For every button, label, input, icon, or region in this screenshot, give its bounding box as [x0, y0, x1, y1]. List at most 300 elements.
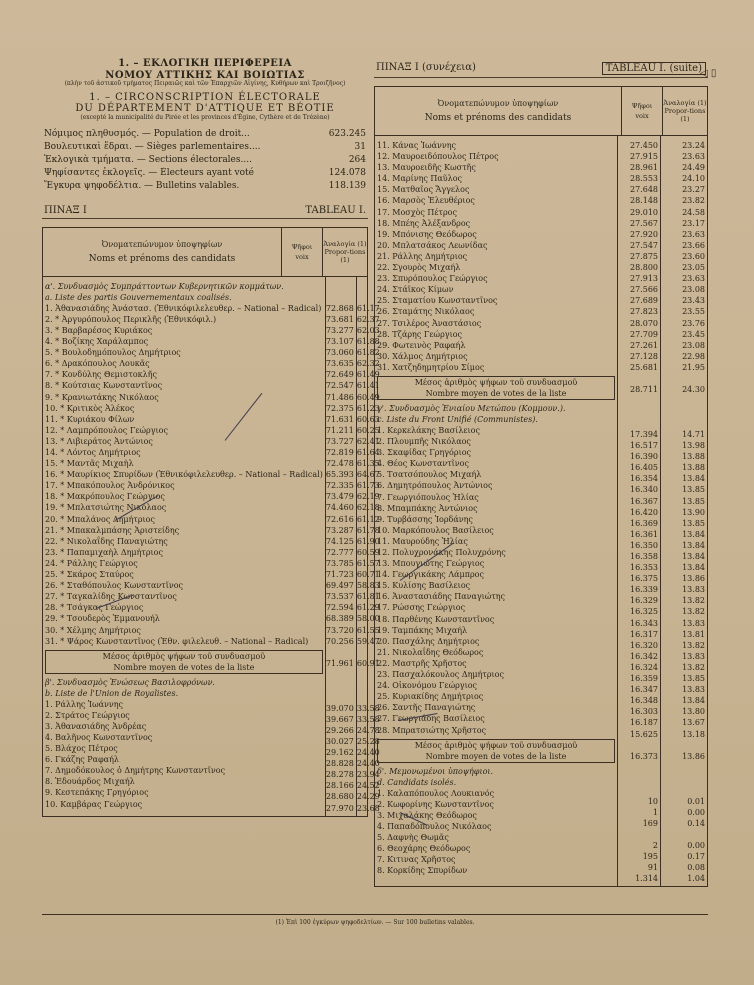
candidate-pct: 61.82: [356, 348, 380, 358]
candidate-votes: 72.335: [325, 481, 354, 491]
stat-value: 264: [348, 154, 366, 165]
candidate-name: 6. * Δρακόπουλος Λουκᾶς: [45, 359, 150, 369]
candidate-pct: 24.52: [356, 781, 380, 791]
col-pct-gr-right: Ἀναλογία (1): [663, 99, 707, 107]
candidate-name: 22. * Νικολαΐδης Παναγιώτης: [45, 536, 168, 546]
candidate-pct: 23.60: [682, 251, 705, 261]
candidate-name: 17. Ρώσσης Γεώργιος: [377, 603, 466, 613]
candidate-pct: 24.40: [356, 759, 380, 769]
stat-label: Ἐκλογικὰ τμήματα. — Sections électorales....: [44, 154, 252, 165]
table-header: [43, 228, 367, 277]
candidate-votes: 73.681: [325, 314, 354, 324]
average-pct: 13.86: [682, 751, 705, 761]
candidate-name: 21. * Μπακαλμπάσης Ἀριστείδης: [45, 525, 180, 535]
candidate-name: 25. * Σκάρος Σταύρος: [45, 570, 134, 580]
votes-column: [617, 136, 660, 886]
col-votes-gr: Ψῆφοι: [291, 242, 313, 251]
district-title-gr: 1. – ΕΚΛΟΓΙΚΗ ΠΕΡΙΦΕΡΕΙΑ: [118, 58, 292, 69]
candidate-name: 17. * Μπακόπουλος Ἀνδρόνικος: [45, 481, 175, 491]
candidate-pct: 61.55: [356, 625, 380, 635]
candidate-name: 21. Ράλλης Δημήτριος: [377, 251, 468, 261]
candidate-pct: 62.32: [356, 359, 380, 369]
candidate-name: 6. Δημητρόπουλος Ἀντώνιος: [377, 481, 493, 491]
candidate-name: 21. Νικολαΐδης Θεόδωρος: [377, 647, 484, 657]
candidate-votes: 16.347: [630, 685, 658, 695]
candidate-name: 7. Γεωργιόπουλος Ἠλίας: [377, 492, 479, 502]
candidate-pct: 13.82: [682, 607, 705, 617]
candidate-pct: 13.85: [682, 485, 705, 495]
candidate-name: 9. * Κρανιωτάκης Νικόλαος: [45, 392, 159, 402]
candidate-name: 12. * Λαμπρόπουλος Γεώργιος: [45, 425, 168, 435]
col-name-fr: Noms et prénoms des candidats: [88, 253, 236, 264]
candidate-name: 14. Μαρίνης Παῦλος: [377, 174, 462, 184]
candidate-pct: 59.47: [356, 636, 380, 646]
candidate-pct: 13.88: [682, 452, 705, 462]
candidate-pct: 58.00: [356, 614, 380, 624]
candidate-name: 11. * Κυριάκου Φίλων: [45, 414, 135, 424]
candidate-pct: 61.73: [356, 481, 380, 491]
district-note-gr: (πλὴν τοῦ ἀστικοῦ τμήματος Πειραιῶς καὶ τῶν Ἐπαρχιῶν Αἰγίνης, Κυθήρων καὶ Τροιζῆνος): [64, 80, 346, 87]
candidate-names: [43, 277, 325, 816]
candidate-votes: 16.353: [630, 563, 658, 573]
candidate-name: 15. Ματθαῖος Ἄγγελος: [377, 185, 470, 195]
candidate-votes: 16.339: [630, 585, 658, 595]
candidate-name: 25. Σταματίου Κωνσταντῖνος: [377, 296, 498, 306]
candidate-votes: 71.631: [325, 414, 354, 424]
col-header-votes-right: [621, 87, 662, 135]
candidate-pct: 23.66: [682, 240, 705, 250]
candidate-votes: 17.394: [630, 429, 658, 439]
candidate-votes: 72.777: [325, 547, 354, 557]
candidate-pct: 23.45: [682, 329, 705, 339]
candidate-votes: 73.635: [325, 359, 354, 369]
candidate-votes: 27.823: [630, 307, 658, 317]
candidate-pct: 13.82: [682, 596, 705, 606]
candidate-votes: 27.128: [630, 351, 658, 361]
candidate-pct: 60.25: [356, 425, 380, 435]
candidate-name: 14. Γεωργικάκης Λάμπρος: [377, 570, 484, 580]
candidate-votes: 28.166: [325, 781, 354, 791]
candidate-votes: 16.350: [630, 540, 658, 550]
candidate-votes: 16.361: [630, 529, 658, 539]
candidate-pct: 13.85: [682, 674, 705, 684]
candidate-pct: 13.83: [682, 618, 705, 628]
candidate-pct: 23.17: [682, 218, 705, 228]
candidate-pct: [661, 829, 705, 840]
candidate-pct: 13.83: [682, 585, 705, 595]
average-label-fr: Nombre moyen de votes de la liste: [113, 662, 255, 672]
candidate-votes: 16.420: [630, 507, 658, 517]
candidate-votes: 27.261: [630, 340, 658, 350]
candidate-pct: 1.04: [687, 874, 705, 884]
candidate-votes: 27.920: [630, 229, 658, 239]
candidate-votes: 169: [642, 818, 658, 828]
candidate-pct: 13.82: [682, 662, 705, 672]
section-heading: δ'. Μεμονωμένοι ὑποψήφιοι.: [377, 766, 494, 776]
left-column: [42, 58, 380, 817]
list-average: [45, 650, 323, 674]
candidate-votes: 65.393: [325, 470, 354, 480]
stat-label: Ψηφίσαντες ἐκλογεῖς. — Électeurs ayant voté: [44, 167, 254, 178]
stat-label: Βουλευτικαὶ ἕδραι. — Sièges parlementaires....: [44, 141, 261, 152]
candidate-votes: 72.868: [325, 303, 354, 313]
candidate-name: 20. * Μπαλάνος Δημήτριος: [45, 514, 155, 524]
candidate-name: 12. Πολυχρονάκης Πολυχρόνης: [377, 548, 506, 557]
candidate-name: 23. Πασχαλόκουλος Δημήτριος: [377, 670, 504, 680]
stat-value: 31: [354, 141, 366, 152]
average-label-gr: Μέσος ἀριθμὸς ψήφων τοῦ συνδυασμοῦ: [102, 651, 266, 661]
candidate-name: 2. Κωφορίνης Κωνσταντῖνος: [377, 799, 494, 809]
candidate-name: 20. Πασχάλης Δημήτριος: [377, 636, 480, 646]
candidate-votes: 27.970: [325, 803, 354, 813]
average-votes: 28.711: [630, 384, 658, 394]
candidate-pct: 0.00: [687, 840, 705, 850]
col-name-fr-right: Noms et prénoms des candidats: [424, 113, 572, 123]
right-column: [374, 62, 708, 887]
table-header-right: [375, 87, 707, 136]
average-label-gr: Μέσος ἀριθμὸς ψήφων τοῦ συνδυασμοῦ: [414, 740, 578, 750]
candidate-name: 28. Τζάρης Γεώργιος: [377, 329, 462, 339]
candidate-votes: 73.785: [325, 558, 354, 568]
candidate-votes: 27.875: [630, 251, 658, 261]
candidate-pct: 24.40: [356, 748, 380, 758]
candidate-pct: 13.86: [682, 574, 705, 584]
candidate-votes: [618, 829, 658, 840]
candidate-votes: 73.287: [325, 525, 354, 535]
candidate-pct: 61.57: [356, 558, 380, 568]
candidate-name: 20. Μπλατσάκος Λεωνίδας: [377, 240, 488, 250]
candidate-pct: 24.10: [682, 174, 705, 184]
candidate-name: 19. Μπόνισης Θεόδωρος: [377, 229, 477, 239]
candidate-name: 3. * Βαρβαρέσος Κυριάκος: [45, 325, 153, 335]
candidate-votes: 16.348: [630, 696, 658, 706]
candidate-pct: 60.49: [356, 392, 380, 402]
candidate-pct: 13.90: [682, 507, 705, 517]
candidate-pct: 60.71: [356, 570, 380, 580]
candidate-pct: 23.43: [682, 296, 705, 306]
candidate-pct: 21.95: [682, 362, 705, 372]
candidate-votes: 71.486: [325, 392, 354, 402]
candidate-votes: 72.375: [325, 403, 354, 413]
candidate-name: 16. Ἀναστασιάδης Παναγιώτης: [377, 592, 506, 602]
candidate-name: 27. Γεωργιάδης Βασίλειος: [377, 714, 485, 724]
candidate-votes: 16.317: [630, 629, 658, 639]
candidate-pct: 13.84: [682, 529, 705, 539]
table-body-right: [375, 136, 707, 886]
candidate-pct: 62.18: [356, 503, 380, 513]
candidate-pct: 61.41: [356, 381, 380, 391]
candidate-pct: 24.58: [682, 207, 705, 217]
candidate-name: 12. Μαυροειδόπουλος Πέτρος: [377, 152, 499, 162]
candidate-votes: 72.616: [325, 514, 354, 524]
table-title-cont-fr: TABLEAU I. (suite): [602, 62, 706, 75]
candidate-name: 4. * Βοζίκης Χαράλαμπος: [45, 337, 149, 347]
candidate-votes: 16.359: [630, 674, 658, 684]
candidate-votes: 16.405: [630, 463, 658, 473]
candidate-pct: 23.05: [682, 263, 705, 273]
candidate-name: 1. Ράλλης Ἰωάννης: [45, 699, 124, 709]
tab-marker-icon: ◁ ▯: [700, 68, 717, 79]
candidate-votes: 28.680: [325, 792, 354, 802]
table-title-cont: [374, 62, 708, 78]
candidate-name: 24. Οἰκονόμου Γεώργιος: [377, 681, 478, 691]
list-average: [377, 739, 615, 763]
candidate-votes: 27.648: [630, 185, 658, 195]
candidate-name: 22. Μαστρῆς Χρῆστος: [377, 658, 467, 668]
stat-row: [44, 154, 366, 167]
col-name-gr: Ὀνοματεπώνυμον ὑποψηφίων: [101, 239, 223, 249]
candidate-name: 6. Θεοχάρης Θεόδωρος: [377, 844, 471, 854]
col-pct-gr: Ἀναλογία (1): [323, 239, 367, 248]
candidate-name: 15. * Μαντᾶς Μιχαὴλ: [45, 459, 134, 469]
candidate-pct: 13.84: [682, 563, 705, 573]
candidate-name: 7. * Κονδύλης Θεμιστοκλῆς: [45, 370, 158, 380]
candidate-pct: 33.58: [356, 714, 380, 724]
candidate-name: 28. Μπρατσιώτης Χρῆστος: [377, 725, 486, 735]
candidate-name: 1. Ἀθανασιάδης Ἀνάστασ. (Ἐθνικόφιλελευθερ. – National – Radical): [45, 303, 322, 313]
candidate-votes: 39.070: [325, 703, 354, 713]
col-name-gr-right: Ὀνοματεπώνυμον ὑποψηφίων: [437, 99, 559, 108]
stat-row: [44, 141, 366, 154]
candidate-votes: 28.553: [630, 174, 658, 184]
candidate-pct: 24.49: [682, 163, 705, 173]
candidate-votes: 73.537: [325, 592, 354, 602]
candidate-name: 23. * Παπαμιχαὴλ Δημήτριος: [45, 547, 163, 557]
candidate-name: 16. Μαρσὸς Ἐλευθέριος: [377, 196, 475, 206]
candidate-pct: 13.84: [682, 474, 705, 484]
candidate-pct: 61.49: [356, 370, 380, 380]
candidate-votes: 73.720: [325, 625, 354, 635]
candidate-votes: 29.266: [325, 725, 354, 735]
candidate-votes: 72.594: [325, 603, 354, 613]
candidate-name: 5. * Βουλοδημόπουλος Δημήτριος: [45, 348, 181, 358]
candidate-name: 19. Ταμπάκης Μιχαήλ: [377, 625, 468, 635]
candidate-name: 4. Βαλῆνος Κωνσταντῖνος: [45, 732, 153, 742]
col-pct-fr-right: Propor-tions (1): [664, 107, 706, 123]
candidate-votes: 27.450: [630, 141, 658, 150]
section-heading: γ'. Συνδυασμὸς Ἑνιαίου Μετώπου (Κομμουν.).: [377, 403, 566, 413]
candidate-pct: 23.08: [682, 340, 705, 350]
candidate-names: [375, 136, 617, 886]
candidate-votes: 72.547: [325, 381, 354, 391]
candidate-name: 30. * Χέλμης Δημήτριος: [45, 625, 141, 635]
district-subtitle-gr: ΝΟΜΟΥ ΑΤΤΙΚΗΣ ΚΑΙ ΒΟΙΩΤΙΑΣ: [105, 69, 305, 81]
candidate-pct: 61.90: [356, 536, 380, 546]
candidate-name: 3. Ἀθανασιάδης Ἀνδρέας: [45, 721, 147, 731]
candidate-name: 8. Ἐδουάρδος Μιχαήλ: [45, 777, 135, 787]
average-label-fr: Nombre moyen de votes de la liste: [425, 751, 567, 761]
list-average: [377, 376, 615, 400]
candidate-pct: 61.64: [356, 448, 380, 457]
candidate-name: 26. Σαντῆς Παναγιώτης: [377, 703, 476, 713]
table-title: [42, 205, 368, 219]
candidate-name: 5. Δαφνὴς Θωμᾶς: [377, 832, 449, 842]
candidate-name: 17. Μοσχὸς Πέτρος: [377, 207, 457, 217]
candidate-pct: 64.67: [356, 470, 380, 480]
candidate-votes: 16.320: [630, 640, 658, 650]
candidate-pct: 13.82: [682, 640, 705, 650]
candidate-name: 1. Καλαπόπουλος Λουκιανός: [377, 788, 495, 798]
average-pct: 60.91: [356, 658, 380, 668]
candidate-name: 26. * Σταθόπουλος Κωνσταντῖνος: [45, 581, 184, 591]
candidate-votes: 73.060: [325, 348, 354, 358]
candidate-votes: 15.625: [630, 729, 658, 739]
candidate-name: 13. * Λιβιεράτος Ἀντώνιος: [45, 436, 153, 446]
candidate-name: 8. Μπαμπάκης Ἀντώνιος: [377, 503, 478, 513]
candidate-name: 4. Παπαδόπουλος Νικόλαος: [377, 821, 492, 831]
candidate-name: 18. * Μακρόπουλος Γεώργιος: [45, 492, 165, 502]
votes-column: [325, 277, 356, 816]
candidate-pct: 23.68: [356, 803, 380, 813]
candidate-pct: 23.24: [682, 141, 705, 150]
candidate-name: 15. Κυλίσης Βασίλειος: [377, 581, 471, 591]
candidate-votes: 16.325: [630, 607, 658, 617]
section-heading: a. Liste des partis Gouvernementaux coalisés.: [45, 292, 232, 302]
candidate-pct: 60.63: [356, 414, 380, 424]
col-header-name: [43, 228, 281, 276]
candidate-pct: 61.12: [356, 514, 380, 524]
candidate-votes: 28.278: [325, 770, 354, 780]
candidate-name: 6. Γκάζης Ραφαήλ: [45, 755, 119, 765]
pct-column: [660, 136, 707, 886]
candidate-name: 10. Καμβάρας Γεώργιος: [45, 799, 143, 809]
candidate-name: 19. * Μπλατσιώτης Νικόλαος: [45, 503, 167, 513]
candidate-pct: 58.83: [356, 581, 380, 591]
candidate-name: 9. Κεστεπάκης Γρηγόριος: [45, 788, 149, 798]
candidate-votes: 73.107: [325, 337, 354, 347]
candidate-pct: 62.41: [356, 436, 380, 446]
candidate-pct: 60.59: [356, 547, 380, 557]
results-table-left: [42, 227, 380, 817]
candidate-name: 24. Στάϊκος Κίμων: [377, 285, 454, 295]
candidate-pct: 13.84: [682, 696, 705, 706]
candidate-votes: 16.187: [630, 718, 658, 728]
candidate-name: 31. Χατζηδημητρίου Σίμος: [377, 362, 485, 372]
candidate-votes: 27.913: [630, 274, 658, 284]
stat-row: [44, 180, 366, 193]
table-title-fr: TABLEAU I.: [305, 204, 366, 216]
candidate-pct: 61.88: [356, 337, 380, 347]
candidate-name: 7. Δημοδόκουλος ὁ Δημήτρης Κωνσταντῖνος: [45, 766, 226, 776]
candidate-pct: 23.76: [682, 318, 705, 328]
candidate-votes: 72.478: [325, 459, 354, 469]
candidate-name: 10. Μαρκόπουλος Βασίλειος: [377, 525, 494, 535]
stat-value: 118.139: [328, 180, 366, 191]
candidate-pct: 61.23: [356, 403, 380, 413]
candidate-pct: 62.19: [356, 492, 380, 502]
candidate-name: 2. Στράτος Γεώργιος: [45, 710, 130, 720]
candidate-votes: 28.800: [630, 263, 658, 273]
candidate-pct: 61.35: [356, 459, 380, 469]
candidate-name: 2. Πλουμπῆς Νικόλαος: [377, 437, 471, 447]
col-pct-fr: Propor-tions (1): [324, 247, 366, 264]
candidate-pct: 14.71: [682, 429, 705, 439]
candidate-name: 4. Θέος Κωνσταντῖνος: [377, 459, 469, 469]
candidate-name: 24. * Ράλλης Γεώργιος: [45, 558, 138, 568]
candidate-votes: 16.390: [630, 452, 658, 462]
candidate-name: 25. Κυριακίδης Δημήτριος: [377, 692, 484, 702]
candidate-votes: 16.517: [630, 441, 658, 451]
candidate-votes: 29.010: [630, 207, 658, 217]
candidate-votes: 16.303: [630, 707, 658, 717]
candidate-votes: 29.162: [325, 748, 354, 758]
candidate-votes: 16.369: [630, 518, 658, 528]
candidate-pct: 0.17: [687, 852, 705, 862]
col-votes-fr: voix: [295, 252, 309, 261]
candidate-votes: 16.375: [630, 574, 658, 584]
candidate-pct: 61.29: [356, 603, 380, 613]
candidate-votes: 73.277: [325, 325, 354, 335]
candidate-pct: 13.85: [682, 518, 705, 528]
candidate-name: 8. Κορκίδης Σπυρίδων: [377, 866, 468, 876]
candidate-votes: 27.547: [630, 240, 658, 250]
candidate-name: 3. Σκαφίδας Γρηγόριος: [377, 448, 471, 458]
candidate-votes: 1: [652, 807, 658, 817]
candidate-pct: 61.17: [356, 303, 380, 313]
candidate-pct: 13.67: [682, 718, 705, 728]
candidate-pct: 23.27: [682, 185, 705, 195]
candidate-votes: 16.343: [630, 618, 658, 628]
candidate-votes: 74.125: [325, 536, 354, 546]
candidate-votes: 16.358: [630, 552, 658, 561]
section-heading: c. Liste du Front Unifié (Communistes).: [377, 414, 538, 424]
candidate-votes: 30.027: [325, 736, 354, 746]
section-heading: α'. Συνδυασμὸς Συμπράττοντων Κυβερνητικῶν κομμάτων.: [45, 281, 284, 291]
candidate-pct: 23.82: [682, 196, 705, 206]
candidate-pct: 13.98: [682, 441, 705, 451]
table-title-gr: ΠΙΝΑΞ Ι: [44, 204, 87, 216]
stat-row: [44, 128, 366, 141]
candidate-pct: 13.83: [682, 685, 705, 695]
candidate-pct: 62.37: [356, 314, 380, 324]
stat-value: 124.078: [328, 167, 366, 178]
district-note-fr: (excepté la municipalité du Pirée et les provinces d'Égine, Cythère et de Trézène): [80, 113, 330, 121]
candidate-pct: 23.08: [682, 285, 705, 295]
candidate-pct: 62.03: [356, 325, 380, 335]
candidate-name: 5. Τσατσόπουλος Μιχαήλ: [377, 470, 482, 480]
candidate-pct: 13.84: [682, 552, 705, 561]
district-header: [42, 58, 368, 122]
candidate-pct: 23.63: [682, 152, 705, 162]
candidate-name: 5. Βλάχος Πέτρος: [45, 744, 118, 754]
candidate-name: 29. Φωτεινὸς Ραφαήλ: [377, 340, 466, 350]
candidate-name: 8. * Κούτσιας Κωνσταντῖνος: [45, 381, 163, 391]
candidate-votes: 71.211: [325, 425, 354, 435]
candidate-votes: 25.681: [630, 362, 658, 372]
candidate-name: 10. * Κριτικὸς Ἀλέκος: [45, 403, 135, 413]
candidate-name: 7. Κιτινας Χρῆστος: [377, 855, 456, 865]
candidate-name: 18. Παρθένης Κωνσταντῖνος: [377, 614, 495, 624]
candidate-votes: 28.070: [630, 318, 658, 328]
candidate-pct: 13.80: [682, 707, 705, 717]
table-title-cont-gr: ΠΙΝΑΞ Ι (συνέχεια): [376, 62, 476, 73]
candidate-name: 18. Μπέης Ἀλέξανδρος: [377, 218, 471, 228]
candidate-name: 2. * Ἀργυρόπουλος Περικλῆς (Ἐθνικόφιλ.): [45, 314, 217, 324]
candidate-votes: 2: [652, 840, 658, 850]
candidate-votes: 16.367: [630, 496, 658, 506]
candidate-name: 27. * Ταγκαλίδης Κωνσταντῖνος: [45, 592, 177, 602]
section-heading: b. Liste de l'Union de Royalistes.: [45, 688, 179, 698]
candidate-name: 30. Χάλμος Δημήτριος: [377, 351, 468, 361]
candidate-pct: 23.94: [356, 770, 380, 780]
candidate-votes: 16.324: [630, 662, 658, 672]
district-subtitle-fr: DU DÉPARTEMENT D'ATTIQUE ET BÉOTIE: [75, 103, 335, 115]
candidate-votes: 27.689: [630, 296, 658, 306]
candidate-votes: 27.915: [630, 152, 658, 162]
candidate-votes: 68.389: [325, 614, 354, 624]
candidate-pct: 23.55: [682, 307, 705, 317]
candidate-pct: 23.63: [682, 274, 705, 284]
